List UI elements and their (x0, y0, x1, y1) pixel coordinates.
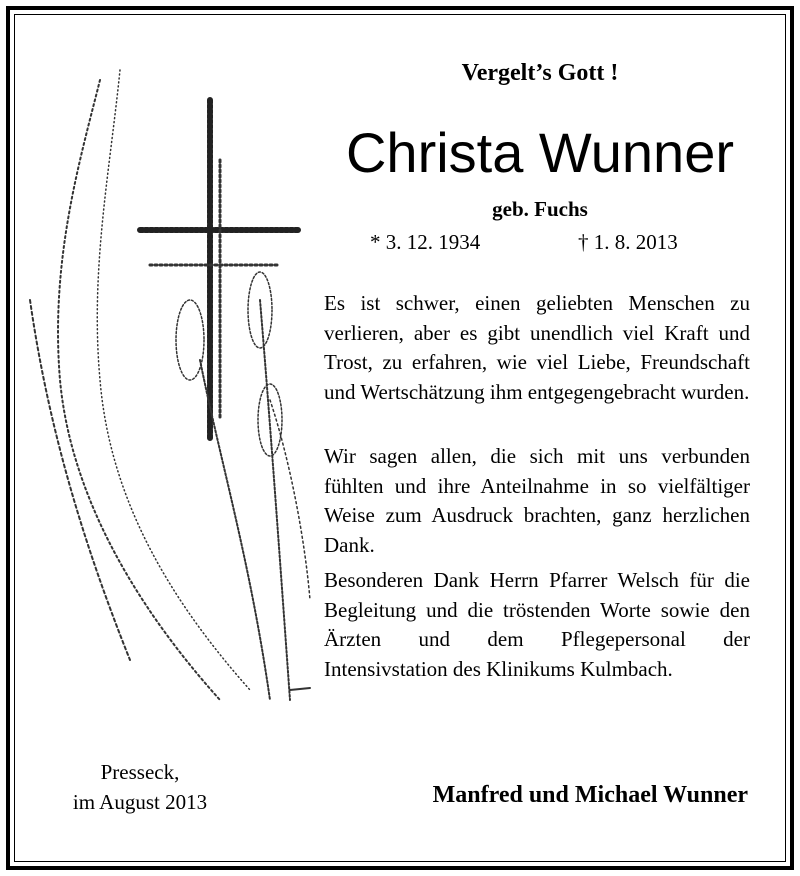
death-date: † 1. 8. 2013 (578, 230, 678, 254)
maiden-name: geb. Fuchs (492, 197, 588, 221)
date: im August 2013 (72, 790, 208, 814)
cross-and-wheat-illustration (20, 40, 320, 720)
signature: Manfred und Michael Wunner (432, 782, 748, 808)
paragraph: Wir sagen allen, die sich mit uns verbunden fühlten und ihre Anteilnahme in so vielfältiger Weise zum Ausdruck brachten, ganz herzlichen Dank. (324, 444, 750, 557)
deceased-name: Christa Wunner (345, 121, 734, 184)
birth-date: * 3. 12. 1934 (370, 230, 481, 254)
place-and-date (40, 757, 240, 817)
paragraph: Besonderen Dank Herrn Pfarrer Welsch für die Begleitung und die tröstenden Worte sowie den Ärzten und dem Pflegepersonal der Intensivstation des Klinikums Kulmbach. (324, 568, 750, 681)
heading: Vergelt’s Gott ! (461, 60, 619, 86)
place: Presseck, (100, 760, 180, 784)
paragraph: Es ist schwer, einen geliebten Menschen zu verlieren, aber es gibt unendlich viel Kraft und Trost, zu erfahren, wie viel Liebe, Freundschaft und Wertschätzung ihm entgegengebracht wurden. (324, 291, 750, 404)
